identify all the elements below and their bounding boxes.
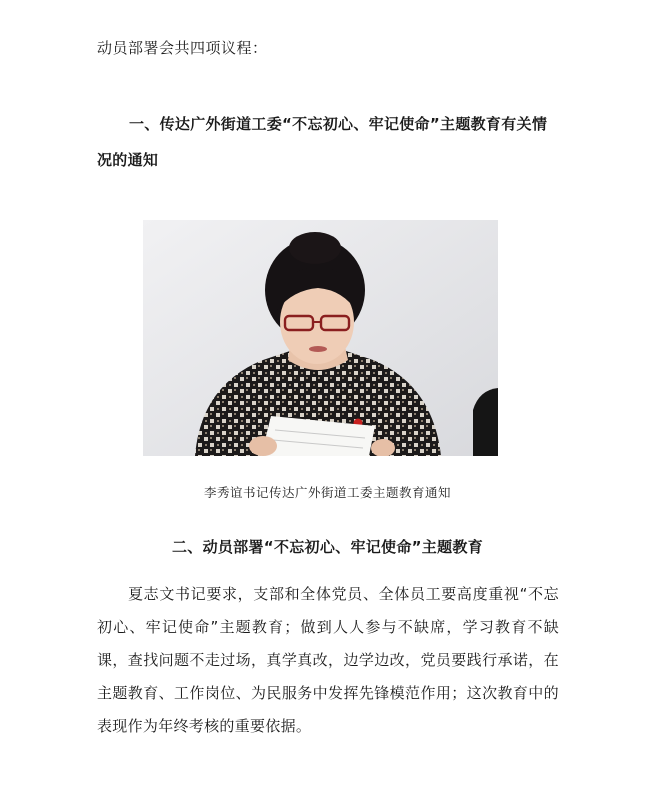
photo-caption: 李秀谊书记传达广外街道工委主题教育通知 bbox=[203, 485, 451, 500]
meeting-photo bbox=[143, 220, 498, 456]
section-1-heading: 一、传达广外街道工委“不忘初心、牢记使命”主题教育有关情况的通知 bbox=[97, 115, 548, 169]
agenda-intro-text: 动员部署会共四项议程： bbox=[97, 39, 268, 57]
section-2-heading: 二、动员部署“不忘初心、牢记使命”主题教育 bbox=[171, 538, 484, 556]
section-2-paragraph: 夏志文书记要求，支部和全体党员、全体员工要高度重视“不忘初心、牢记使命”主题教育；做到人人参与不缺席，学习教育不缺课，查找问题不走过场，真学真改，边学边改，党员要践行承诺，在主题教育、工作岗位、为民服务中发挥先锋模范作用；这次教育中的表现作为年终考核的重要依据。 bbox=[97, 585, 559, 735]
